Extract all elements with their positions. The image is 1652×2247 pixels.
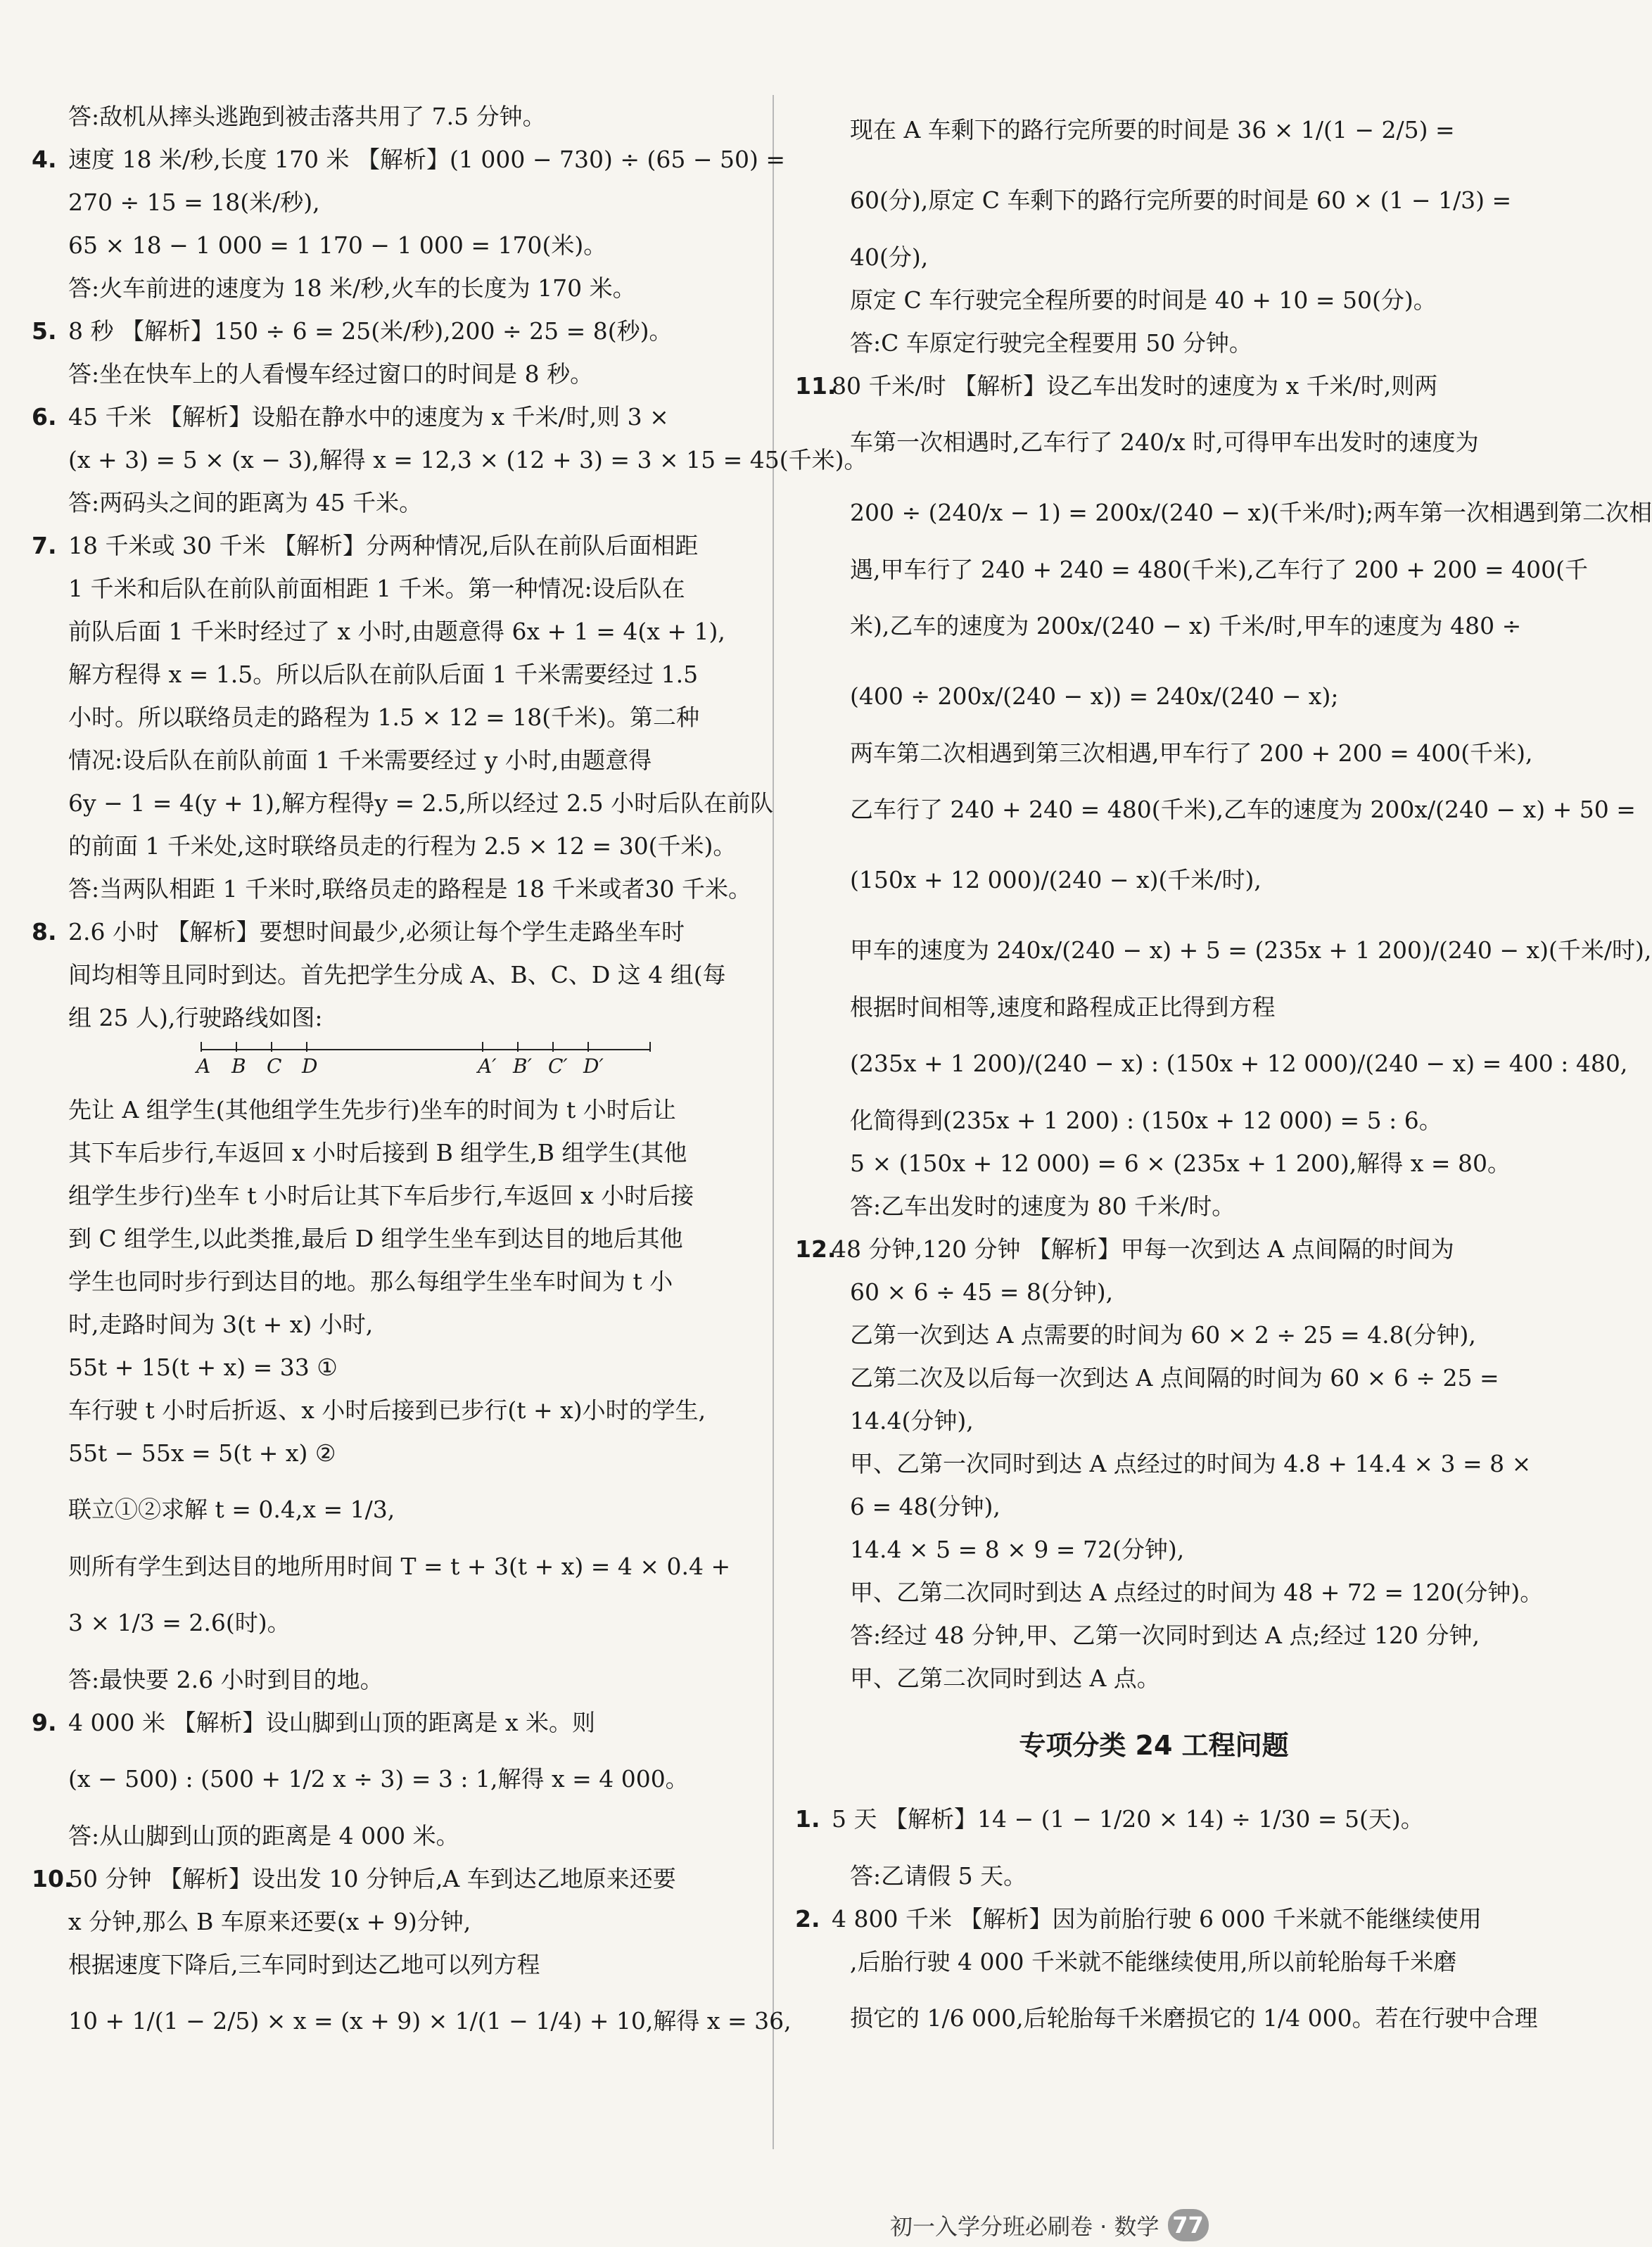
line-text: 4 000 米 【解析】设山脚到山顶的距离是 x 米。则 [68, 1709, 596, 1736]
problem-number: 7. [32, 532, 57, 559]
text-line [32, 567, 753, 610]
line-text: 时,走路时间为 3(t + x) 小时, [68, 1311, 374, 1338]
text-line [32, 1131, 753, 1174]
text-line [795, 478, 1652, 548]
line-text: 组学生步行)坐车 t 小时后让其下车后步行,车返回 x 小时后接 [68, 1182, 694, 1209]
text-line [795, 1313, 1513, 1356]
text-line [32, 1217, 753, 1260]
line-text: 间均相等且同时到达。首先把学生分成 A、B、C、D 这 4 组(每 [68, 961, 726, 988]
text-line [795, 1528, 1513, 1571]
page-number: 77 [1168, 2209, 1209, 2241]
line-text: 甲车的速度为 240x/(240 − x) + 5 = (235x + 1 200)/(240 − x)(千米/时), [850, 936, 1652, 964]
line-text: 解方程得 x = 1.5。所以后队在前队后面 1 千米需要经过 1.5 [68, 661, 699, 688]
problem-number: 11. [795, 372, 837, 400]
text-line [32, 1588, 753, 1658]
line-text: 60(分),原定 C 车剩下的路行完所要的时间是 60 × (1 − 1/3) = [850, 186, 1512, 214]
line-text: 根据时间相等,速度和路程成正比得到方程 [850, 993, 1276, 1021]
left-lines [32, 95, 868, 1039]
text-line [32, 1389, 753, 1432]
text-line [32, 1900, 753, 1943]
route-label: C′ [548, 1055, 568, 1078]
problem-number: 10. [32, 1865, 73, 1892]
line-text: 损它的 1/6 000,后轮胎每千米磨损它的 1/4 000。若在行驶中合理 [850, 2004, 1538, 2032]
line-text: 组 25 人),行驶路线如图: [68, 1004, 323, 1031]
text-line [795, 1029, 1628, 1099]
line-text: (x + 3) = 5 × (x − 3),解得 x = 12,3 × (12 + 3) = 3 × 15 = 45(千米)。 [68, 446, 868, 473]
route-label: D′ [583, 1055, 604, 1078]
text-line [795, 1228, 1513, 1271]
text-line [795, 364, 1513, 407]
line-text: 速度 18 米/秒,长度 170 米 【解析】(1 000 − 730) ÷ (65 − 50) = [68, 146, 786, 173]
line-text: 65 × 18 − 1 000 = 1 170 − 1 000 = 170(米)。 [68, 231, 607, 259]
text-line [32, 867, 753, 910]
line-text: 5 × (150x + 12 000) = 6 × (235x + 1 200),解得 x = 80。 [850, 1150, 1511, 1177]
text-line [32, 1303, 753, 1346]
route-label: A [196, 1055, 211, 1078]
text-line [795, 1614, 1513, 1657]
line-text: 答:当两队相距 1 千米时,联络员走的路程是 18 千米或者30 千米。 [68, 875, 752, 903]
line-text: 55t − 55x = 5(t + x) ② [68, 1439, 336, 1467]
text-line [32, 782, 774, 825]
text-line [795, 845, 1513, 915]
text-line [795, 236, 1513, 279]
problem-number: 6. [32, 403, 57, 431]
line-text: 遇,甲车行了 240 + 240 = 480(千米),乙车行了 200 + 200 = 400(千 [850, 556, 1589, 583]
line-text: 前队后面 1 千米时经过了 x 小时,由题意得 6x + 1 = 4(x + 1), [68, 618, 725, 645]
text-line [32, 438, 868, 481]
line-text: 6y − 1 = 4(y + 1),解方程得y = 2.5,所以经过 2.5 小时后队在前队 [68, 789, 774, 817]
line-text: 14.4(分钟), [850, 1407, 974, 1434]
text-line [795, 1485, 1513, 1528]
text-line [32, 395, 753, 438]
text-line [795, 915, 1652, 986]
line-text: 8 秒 【解析】150 ÷ 6 = 25(米/秒),200 ÷ 25 = 8(秒)。 [68, 317, 673, 345]
line-text: 原定 C 车行驶完全程所要的时间是 40 + 10 = 50(分)。 [850, 286, 1437, 314]
section-title: 专项分类 24 工程问题 [1019, 1730, 1289, 1761]
right-column [795, 95, 1652, 2054]
route-tick [649, 1042, 651, 1052]
problem-number: 12. [795, 1235, 837, 1263]
route-label: B′ [513, 1055, 532, 1078]
line-text: 化简得到(235x + 1 200) : (150x + 12 000) = 5 : 6。 [850, 1107, 1442, 1134]
line-text: 则所有学生到达目的地所用时间 T = t + 3(t + x) = 4 × 0.4 + [68, 1553, 731, 1580]
line-text: 甲、乙第二次同时到达 A 点经过的时间为 48 + 72 = 120(分钟)。 [850, 1579, 1544, 1606]
line-text: 10 + 1/(1 − 2/5) × x = (x + 9) × 1/(1 − 1/4) + 10,解得 x = 36, [68, 2007, 792, 2035]
line-text: 3 × 1/3 = 2.6(时)。 [68, 1609, 291, 1636]
text-line [795, 591, 1522, 661]
line-text: 80 千米/时 【解析】设乙车出发时的速度为 x 千米/时,则两 [832, 372, 1438, 400]
line-text: 答:火车前进的速度为 18 米/秒,火车的长度为 170 米。 [68, 274, 636, 302]
text-line [32, 1986, 792, 2056]
text-line [32, 653, 753, 696]
text-line [795, 775, 1636, 845]
footer-title: 初一入学分班必刷卷 · 数学 [890, 2213, 1159, 2240]
problem-number: 1. [795, 1805, 820, 1833]
left-lines-2 [32, 1088, 792, 2056]
text-line [32, 696, 753, 739]
text-line [795, 1399, 1513, 1442]
line-text: 车第一次相遇时,乙车行了 240/x 时,可得甲车出发时的速度为 [850, 428, 1479, 456]
text-line [32, 1814, 753, 1857]
text-line [32, 739, 753, 782]
text-line [795, 548, 1589, 591]
text-line [795, 1897, 1513, 1940]
text-line [32, 1658, 753, 1701]
line-text: 米),乙车的速度为 200x/(240 − x) 千米/时,甲车的速度为 480 ÷ [850, 612, 1522, 639]
text-line [795, 1271, 1513, 1313]
line-text: 14.4 × 5 = 8 × 9 = 72(分钟), [850, 1536, 1185, 1563]
line-text: 联立①②求解 t = 0.4,x = 1/3, [68, 1496, 395, 1523]
right-lines-2 [795, 1784, 1538, 2054]
text-line [795, 986, 1513, 1029]
line-text: 车行驶 t 小时后折返、x 小时后接到已步行(t + x)小时的学生, [68, 1396, 706, 1424]
route-tick [201, 1042, 202, 1052]
text-line [32, 1475, 753, 1545]
line-text: 甲、乙第二次同时到达 A 点。 [850, 1664, 1160, 1692]
text-line [32, 95, 753, 138]
text-line [795, 732, 1533, 775]
line-text: 答:两码头之间的距离为 45 千米。 [68, 489, 423, 516]
text-line [32, 610, 753, 653]
line-text: 40(分), [850, 243, 929, 271]
text-line [32, 1174, 753, 1217]
problem-number: 5. [32, 317, 57, 345]
line-text: 4 800 千米 【解析】因为前胎行驶 6 000 千米就不能继续使用 [832, 1905, 1482, 1933]
text-line [795, 1356, 1513, 1399]
line-text: 两车第二次相遇到第三次相遇,甲车行了 200 + 200 = 400(千米), [850, 739, 1533, 767]
line-text: 55t + 15(t + x) = 33 ① [68, 1354, 338, 1381]
line-text: 学生也同时步行到达目的地。那么每组学生坐车时间为 t 小 [68, 1268, 673, 1295]
text-line [32, 224, 753, 267]
text-line [795, 1657, 1513, 1700]
text-line [795, 1099, 1513, 1142]
route-label: D [302, 1055, 318, 1078]
text-line [32, 524, 753, 567]
line-text: 其下车后步行,车返回 x 小时后接到 B 组学生,B 组学生(其他 [68, 1139, 687, 1166]
line-text: 5 天 【解析】14 − (1 − 1/20 × 14) ÷ 1/30 = 5(天)。 [832, 1805, 1424, 1833]
text-line [795, 1940, 1513, 1983]
route-tick [587, 1042, 589, 1052]
text-line [32, 138, 786, 181]
line-text: (x − 500) : (500 + 1/2 x ÷ 3) = 3 : 1,解得 x = 4 000。 [68, 1765, 689, 1793]
text-line [32, 1701, 753, 1744]
route-tick [236, 1042, 237, 1052]
line-text: 50 分钟 【解析】设出发 10 分钟后,A 车到达乙地原来还要 [68, 1865, 676, 1892]
line-text: (235x + 1 200)/(240 − x) : (150x + 12 000)/(240 − x) = 400 : 480, [850, 1050, 1628, 1077]
text-line [32, 1744, 753, 1814]
text-line [32, 481, 753, 524]
line-text: 6 = 48(分钟), [850, 1493, 1000, 1520]
line-text: 答:最快要 2.6 小时到目的地。 [68, 1666, 383, 1693]
line-text: 情况:设后队在前队前面 1 千米需要经过 y 小时,由题意得 [68, 746, 652, 774]
line-text: (150x + 12 000)/(240 − x)(千米/时), [850, 866, 1262, 893]
text-line [32, 1260, 753, 1303]
line-text: 乙第一次到达 A 点需要的时间为 60 × 2 ÷ 25 = 4.8(分钟), [850, 1321, 1476, 1349]
text-line [795, 407, 1513, 478]
problem-number: 9. [32, 1709, 57, 1736]
line-text: 先让 A 组学生(其他组学生先步行)坐车的时间为 t 小时后让 [68, 1096, 676, 1124]
route-tick [552, 1042, 554, 1052]
line-text: 1 千米和后队在前队前面相距 1 千米。第一种情况:设后队在 [68, 575, 685, 602]
text-line [32, 1857, 753, 1900]
line-text: ,后胎行驶 4 000 千米就不能继续使用,所以前轮胎每千米磨 [850, 1948, 1457, 1975]
line-text: 答:C 车原定行驶完全程要用 50 分钟。 [850, 329, 1252, 357]
problem-number: 4. [32, 146, 57, 173]
left-column [32, 95, 868, 2056]
route-label: A′ [478, 1055, 497, 1078]
route-label: C [267, 1055, 282, 1078]
text-line [32, 267, 753, 310]
problem-number: 2. [795, 1905, 820, 1933]
route-tick [271, 1042, 272, 1052]
route-axis [201, 1049, 651, 1050]
text-line [32, 1088, 753, 1131]
text-line [32, 1346, 753, 1389]
line-text: 18 千米或 30 千米 【解析】分两种情况,后队在前队后面相距 [68, 532, 699, 559]
text-line [795, 279, 1513, 322]
line-text: 答:经过 48 分钟,甲、乙第一次同时到达 A 点;经过 120 分钟, [850, 1622, 1480, 1649]
text-line [795, 165, 1513, 236]
line-text: 到 C 组学生,以此类推,最后 D 组学生坐车到达目的地后其他 [68, 1225, 683, 1252]
text-line [795, 1854, 1513, 1897]
text-line [32, 310, 753, 352]
line-text: 根据速度下降后,三车同时到达乙地可以列方程 [68, 1951, 540, 1978]
route-diagram [196, 1039, 651, 1088]
route-tick [306, 1042, 307, 1052]
line-text: (400 ÷ 200x/(240 − x)) = 240x/(240 − x); [850, 682, 1339, 710]
text-line [32, 825, 753, 867]
text-line [32, 352, 753, 395]
line-text: 答:从山脚到山顶的距离是 4 000 米。 [68, 1822, 459, 1850]
text-line [795, 1983, 1538, 2054]
route-tick [517, 1042, 519, 1052]
route-label: B [231, 1055, 246, 1078]
text-line [32, 1432, 753, 1475]
text-line [795, 1784, 1513, 1854]
text-line [795, 1571, 1544, 1614]
line-text: 答:乙车出发时的速度为 80 千米/时。 [850, 1192, 1235, 1220]
problem-number: 8. [32, 918, 57, 946]
text-line [32, 996, 753, 1039]
line-text: 45 千米 【解析】设船在静水中的速度为 x 千米/时,则 3 × [68, 403, 669, 431]
page-footer [890, 2209, 1340, 2241]
line-text: 2.6 小时 【解析】要想时间最少,必须让每个学生走路坐车时 [68, 918, 685, 946]
line-text: 270 ÷ 15 = 18(米/秒), [68, 189, 320, 216]
text-line [795, 1185, 1513, 1228]
text-line [795, 661, 1513, 732]
line-text: 的前面 1 千米处,这时联络员走的行程为 2.5 × 12 = 30(千米)。 [68, 832, 737, 860]
text-line [795, 95, 1513, 165]
line-text: x 分钟,那么 B 车原来还要(x + 9)分钟, [68, 1908, 471, 1935]
line-text: 答:乙请假 5 天。 [850, 1862, 1027, 1890]
line-text: 乙第二次及以后每一次到达 A 点间隔的时间为 60 × 6 ÷ 25 = [850, 1364, 1499, 1392]
column-divider [773, 95, 774, 2149]
line-text: 小时。所以联络员走的路程为 1.5 × 12 = 18(千米)。第二种 [68, 704, 699, 731]
line-text: 甲、乙第一次同时到达 A 点经过的时间为 4.8 + 14.4 × 3 = 8 × [850, 1450, 1532, 1477]
line-text: 200 ÷ (240/x − 1) = 200x/(240 − x)(千米/时);两车第一次相遇到第二次相 [850, 499, 1652, 526]
text-line [32, 181, 753, 224]
text-line [32, 1545, 753, 1588]
line-text: 现在 A 车剩下的路行完所要的时间是 36 × 1/(1 − 2/5) = [850, 116, 1455, 144]
text-line [32, 1943, 753, 1986]
text-line [795, 1442, 1532, 1485]
right-lines [795, 95, 1652, 1700]
line-text: 答:敌机从摔头逃跑到被击落共用了 7.5 分钟。 [68, 103, 546, 130]
line-text: 48 分钟,120 分钟 【解析】甲每一次到达 A 点间隔的时间为 [832, 1235, 1454, 1263]
text-line [795, 322, 1513, 364]
text-line [795, 1142, 1513, 1185]
text-line [32, 953, 753, 996]
line-text: 乙车行了 240 + 240 = 480(千米),乙车的速度为 200x/(240 − x) + 50 = [850, 796, 1636, 823]
text-line [32, 910, 753, 953]
line-text: 答:坐在快车上的人看慢车经过窗口的时间是 8 秒。 [68, 360, 594, 388]
line-text: 60 × 6 ÷ 45 = 8(分钟), [850, 1278, 1114, 1306]
route-tick [482, 1042, 483, 1052]
